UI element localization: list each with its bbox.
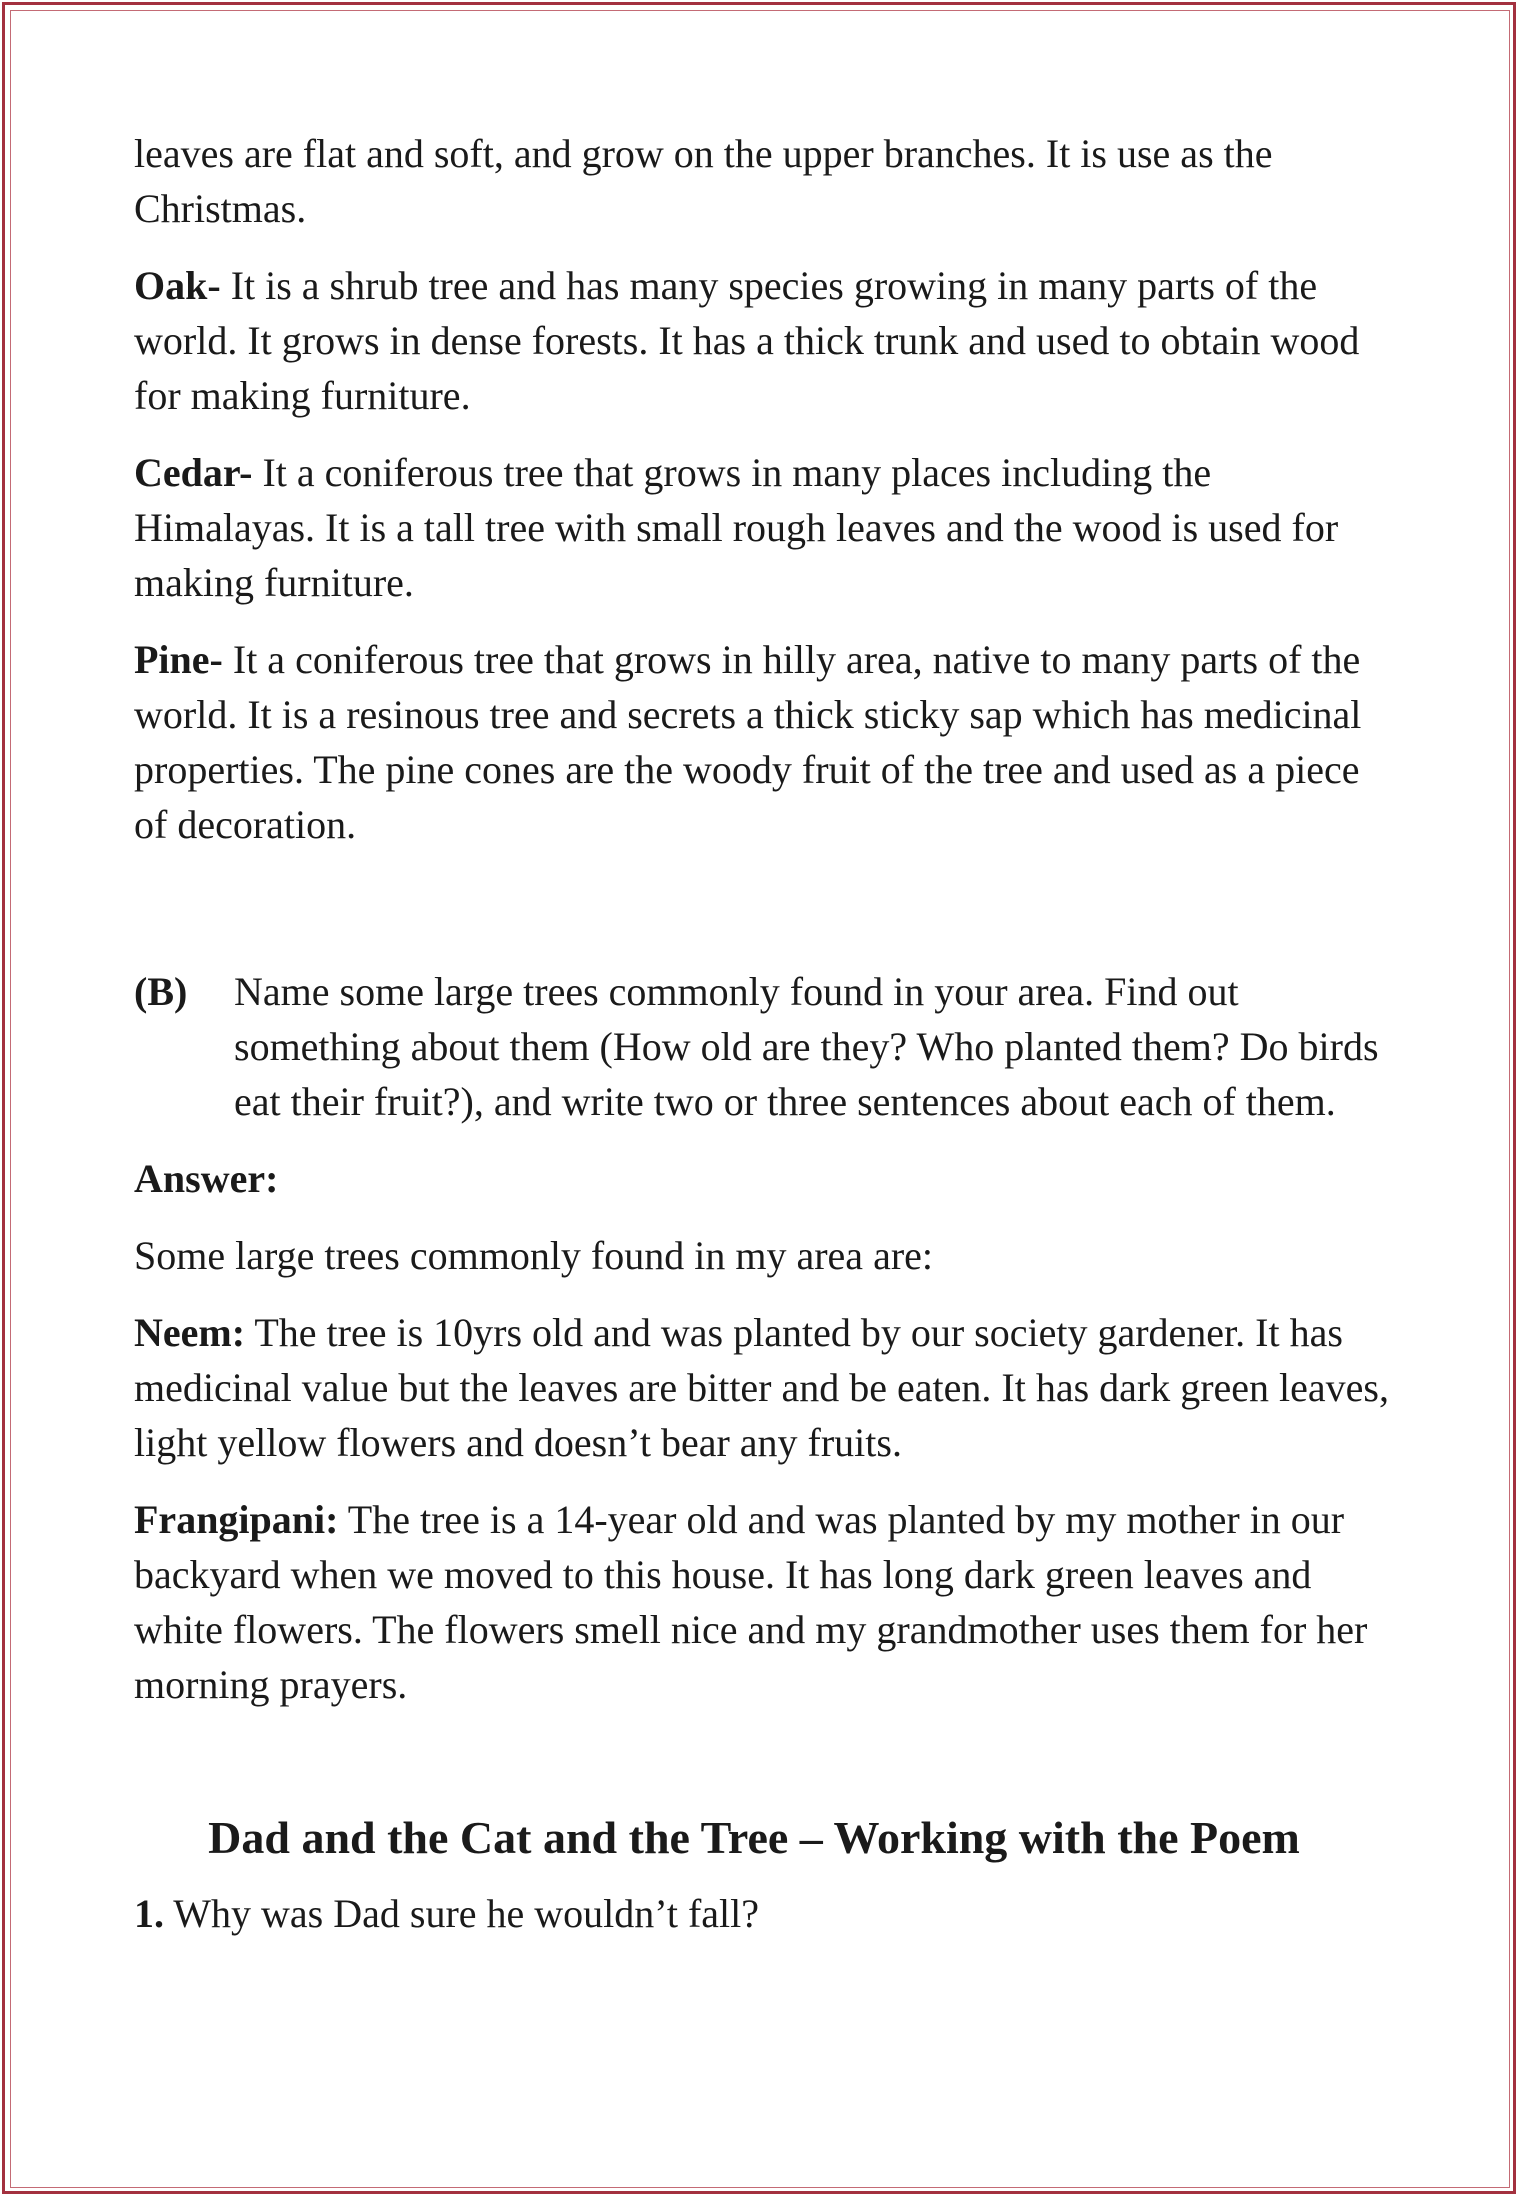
paragraph-pine: [134, 632, 1394, 852]
term-cedar: Cedar-: [134, 450, 253, 495]
paragraph-text: It is a shrub tree and has many species growing in many parts of the world. It grows in dense forests. It has a thick trunk and used to obtain wood for making furniture.: [134, 263, 1360, 418]
answer-item-text: The tree is a 14-year old and was planted by my mother in our backyard when we moved to this house. It has long dark green leaves and white flowers. The flowers smell nice and my grandmother uses them for her morning prayers.: [134, 1497, 1368, 1707]
page-content: [134, 126, 1394, 1963]
term-pine: Pine-: [134, 637, 223, 682]
term-oak: Oak-: [134, 263, 221, 308]
answer-item-text: The tree is 10yrs old and was planted by our society gardener. It has medicinal value but the leaves are bitter and be eaten. It has dark green leaves, light yellow flowers and doesn’t bear any fruits.: [134, 1310, 1389, 1465]
question-1: [134, 1886, 1394, 1941]
spacer: [134, 874, 1394, 964]
question-b: [134, 964, 1394, 1129]
spacer: [134, 1734, 1394, 1808]
answer-intro: Some large trees commonly found in my area are:: [134, 1233, 934, 1278]
answer-label: Answer:: [134, 1156, 279, 1201]
question-number: 1.: [134, 1891, 164, 1936]
paragraph-text: It a coniferous tree that grows in many places including the Himalayas. It is a tall tree with small rough leaves and the wood is used for making furniture.: [134, 450, 1339, 605]
question-text: Why was Dad sure he wouldn’t fall?: [164, 1891, 760, 1936]
paragraph-oak: [134, 258, 1394, 423]
term-neem: Neem:: [134, 1310, 246, 1355]
section-heading: Dad and the Cat and the Tree – Working with the Poem: [208, 1812, 1300, 1863]
answer-item-neem: [134, 1305, 1394, 1470]
question-text: Name some large trees commonly found in your area. Find out something about them (How old are they? Who planted them? Do birds eat their fruit?), and write two or three sentences about each of them.: [234, 969, 1379, 1124]
answer-item-frangipani: [134, 1492, 1394, 1712]
question-label: (B): [134, 969, 188, 1014]
paragraph-text: It a coniferous tree that grows in hilly area, native to many parts of the world. It is a resinous tree and secrets a thick sticky sap which has medicinal properties. The pine cones are the woody fruit of the tree and used as a piece of decoration.: [134, 637, 1362, 847]
paragraph-christmas-tree-continued: [134, 126, 1394, 236]
term-frangipani: Frangipani:: [134, 1497, 339, 1542]
paragraph-cedar: [134, 445, 1394, 610]
paragraph-text: leaves are flat and soft, and grow on the upper branches. It is use as the Christmas.: [134, 131, 1273, 231]
